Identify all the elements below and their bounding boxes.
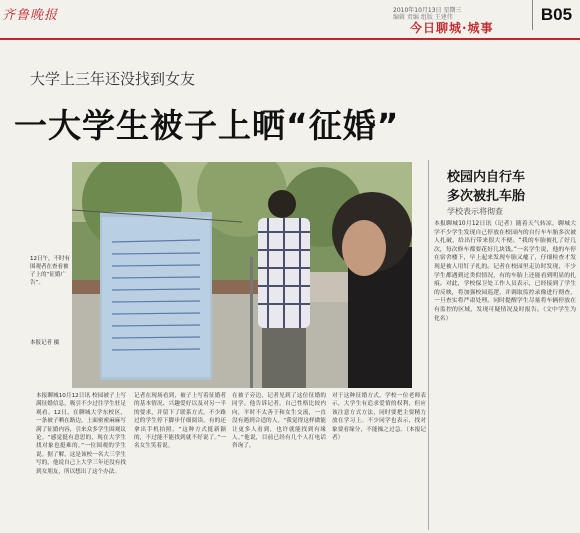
article-column: 对于这种征婚方式，学校一位老师表示，大学生有追求爱情的权利，但应该注意方式方法，同时要把主要精力放在学习上。不少同学也表示，找对象要看缘分，不能操之过急。（本报记者） bbox=[332, 393, 426, 442]
article-column: 本报聊城10月12日讯 校园被子上写满征婚信息，吸引不少过往学生驻足观看。12日，在聊城大学东校区，一条被子晒在路边，上面密密麻麻写满了征婚内容，引来众多学生围观议论。“感觉挺有意思的，现在大学生找对象也挺难的。”一位围观的学生说。据了解，这是该校一名大三学生写的，他说自己上大学三年还没有找到女朋友，所以想出了这个办法。 bbox=[36, 393, 126, 475]
article-column: 记者在现场看到，被子上写着征婚者的基本情况、兴趣爱好以及对另一半的要求，并留下了联系方式。不少路过的学生停下脚步仔细阅读，有的还拿出手机拍照。“这种方式挺新颖的，不过能不能找到就不好说了。”一名女生笑着说。 bbox=[134, 393, 226, 450]
masthead bbox=[0, 0, 580, 42]
side-story-title: 多次被扎车胎 bbox=[447, 189, 526, 204]
page-number: B05 bbox=[532, 0, 580, 30]
side-story-body: 本报聊城10月12日讯（记者）随着天气转凉，聊城大学不少学生发现自己停放在校园内的自行车车胎多次被人扎破，给出行带来很大不便。“我的车胎被扎了好几次，每次修车都要花好几块钱。”一名学生说，他的车停在宿舍楼下，早上起来发现车胎又瘪了，仔细检查才发现是被人用钉子扎的。记者在校园里走访时发现，不少学生都遇到过类似情况，有的车胎上还能看到明显的扎痕。对此，学校保卫处工作人员表示，已经接到了学生的反映，将加强校园巡逻，并调取监控录像进行彻查，一旦查实将严肃处理。同时提醒学生尽量将车辆停放在有监控的区域，发现可疑情况及时报告。（文中学生为化名） bbox=[434, 221, 576, 322]
article-kicker: 大学上三年还没找到女友 bbox=[30, 70, 196, 88]
dateline: 2010年10月13日 星期三 bbox=[393, 7, 462, 14]
photo-credit: 本报记者 摄 bbox=[30, 340, 60, 346]
article-photo bbox=[72, 162, 412, 388]
section-title: 今日聊城·城事 bbox=[410, 21, 494, 35]
column-divider bbox=[428, 160, 429, 530]
article-headline: 一大学生被子上晒“征婚” bbox=[14, 106, 400, 145]
newspaper-logo: 齐鲁晚报 bbox=[2, 8, 59, 23]
side-story-title: 校园内自行车 bbox=[447, 170, 526, 185]
side-story-subtitle: 学校表示将彻查 bbox=[447, 207, 503, 216]
editor-line: 编辑 责编 组版 王建伟 bbox=[393, 14, 453, 21]
article-column: 在被子旁边，记者见到了这位征婚的同学。他告诉记者，自己性格比较内向，平时不太善于和女生交流，一直没有遇到合适的人。“我觉得这样做能让更多人看到，也许就能找到有缘人。”他说，目前已经有几个人打电话咨询了。 bbox=[232, 393, 326, 450]
masthead-rule bbox=[0, 38, 580, 40]
photo-caption: 12日午，不时有围观者在查看被子上的“征婚广告”。 bbox=[30, 256, 70, 286]
